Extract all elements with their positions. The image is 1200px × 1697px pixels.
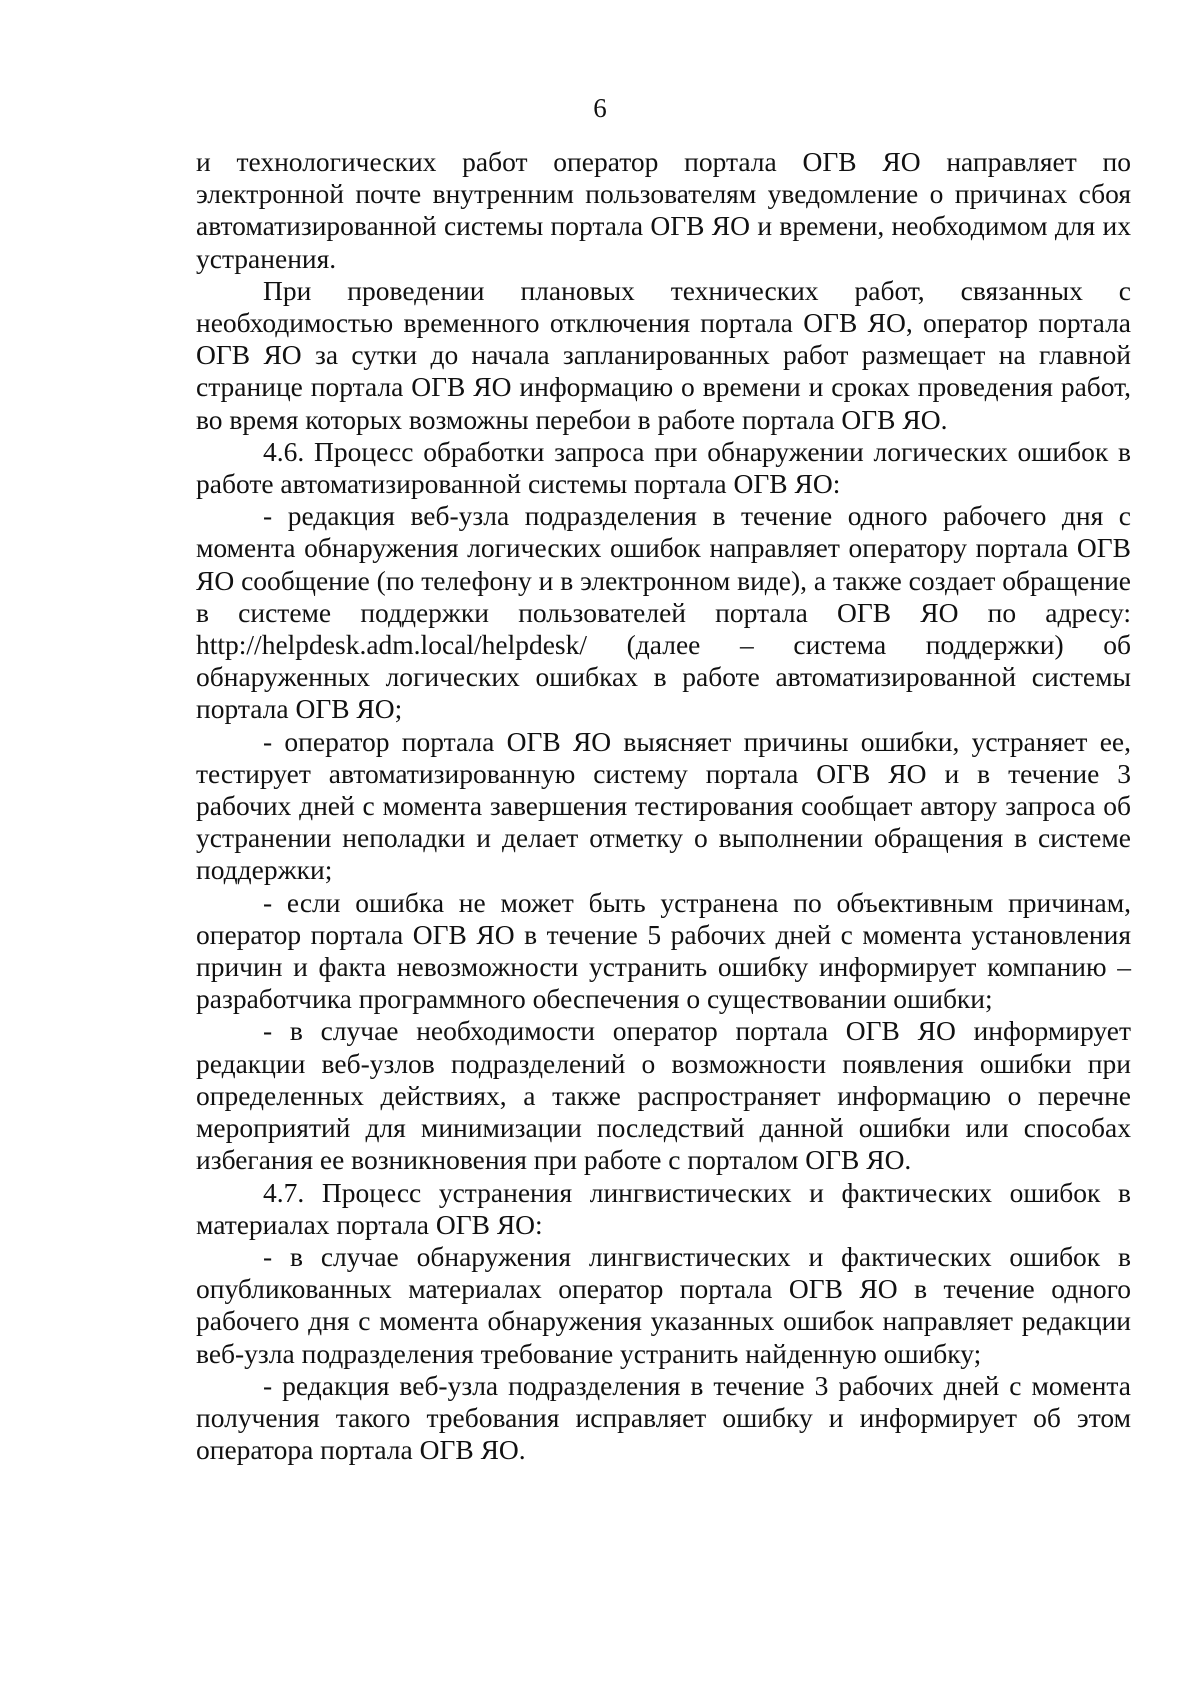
paragraph-report-errors <box>196 500 1131 725</box>
paragraph-fix-errors: - оператор портала ОГВ ЯО выясняет причины ошибки, устраняет ее, тестирует автоматизированную систему портала ОГВ ЯО и в течение 3 рабочих дней с момента завершения тестирования сообщает автору запроса об устранении неполадки и делает отметку о выполнении обращения в системе поддержки; <box>196 725 1131 886</box>
document-body <box>196 146 1131 1466</box>
paragraph-linguistic-errors: - в случае обнаружения лингвистических и фактических ошибок в опубликованных материалах оператор портала ОГВ ЯО в течение одного рабочего дня с момента обнаружения указанных ошибок направляет редакции веб-узла подразделения требование устранить найденную ошибку; <box>196 1240 1131 1369</box>
paragraph-cannot-fix: - если ошибка не может быть устранена по объективным причинам, оператор портала ОГВ ЯО в течение 5 рабочих дней с момента установления причин и факта невозможности устранить ошибку информирует компанию – разработчика программного обеспечения о существовании ошибки; <box>196 886 1131 1015</box>
page-number: 6 <box>593 93 607 123</box>
paragraph-inform-editors: - в случае необходимости оператор портала ОГВ ЯО информирует редакции веб-узлов подразделений о возможности появления ошибки при определенных действиях, а также распространяет информацию о перечне мероприятий для минимизации последствий данной ошибки или способах избегания ее возникновения при работе с порталом ОГВ ЯО. <box>196 1015 1131 1176</box>
paragraph-text: - редакция веб-узла подразделения в течение одного рабочего дня с момента обнаружения логических ошибок направляет оператору портала ОГВ ЯО сообщение (по телефону и в электронном виде), а также создает обращение в системе поддержки пользователей портала ОГВ ЯО по адресу: <box>196 500 1131 628</box>
section-4-6-heading: 4.6. Процесс обработки запроса при обнаружении логических ошибок в работе автоматизированной системы портала ОГВ ЯО: <box>196 435 1131 500</box>
paragraph-planned-works: При проведении плановых технических работ, связанных с необходимостью временного отключения портала ОГВ ЯО, оператор портала ОГВ ЯО за сутки до начала запланированных работ размещает на главной странице портала ОГВ ЯО информацию о времени и сроках проведения работ, во время которых возможны перебои в работе портала ОГВ ЯО. <box>196 274 1131 435</box>
paragraph-text: (далее – система поддержки) об обнаруженных логических ошибках в работе автоматизированной системы портала ОГВ ЯО; <box>196 629 1131 725</box>
paragraph-correction: - редакция веб-узла подразделения в течение 3 рабочих дней с момента получения такого требования исправляет ошибку и информирует об этом оператора портала ОГВ ЯО. <box>196 1369 1131 1466</box>
helpdesk-link[interactable]: http://helpdesk.adm.local/helpdesk/ <box>196 629 588 661</box>
paragraph-continuation: и технологических работ оператор портала ОГВ ЯО направляет по электронной почте внутренним пользователям уведомление о причинах сбоя автоматизированной системы портала ОГВ ЯО и времени, необходимом для их устранения. <box>196 146 1131 274</box>
section-4-7-heading: 4.7. Процесс устранения лингвистических и фактических ошибок в материалах портала ОГВ ЯО: <box>196 1176 1131 1240</box>
